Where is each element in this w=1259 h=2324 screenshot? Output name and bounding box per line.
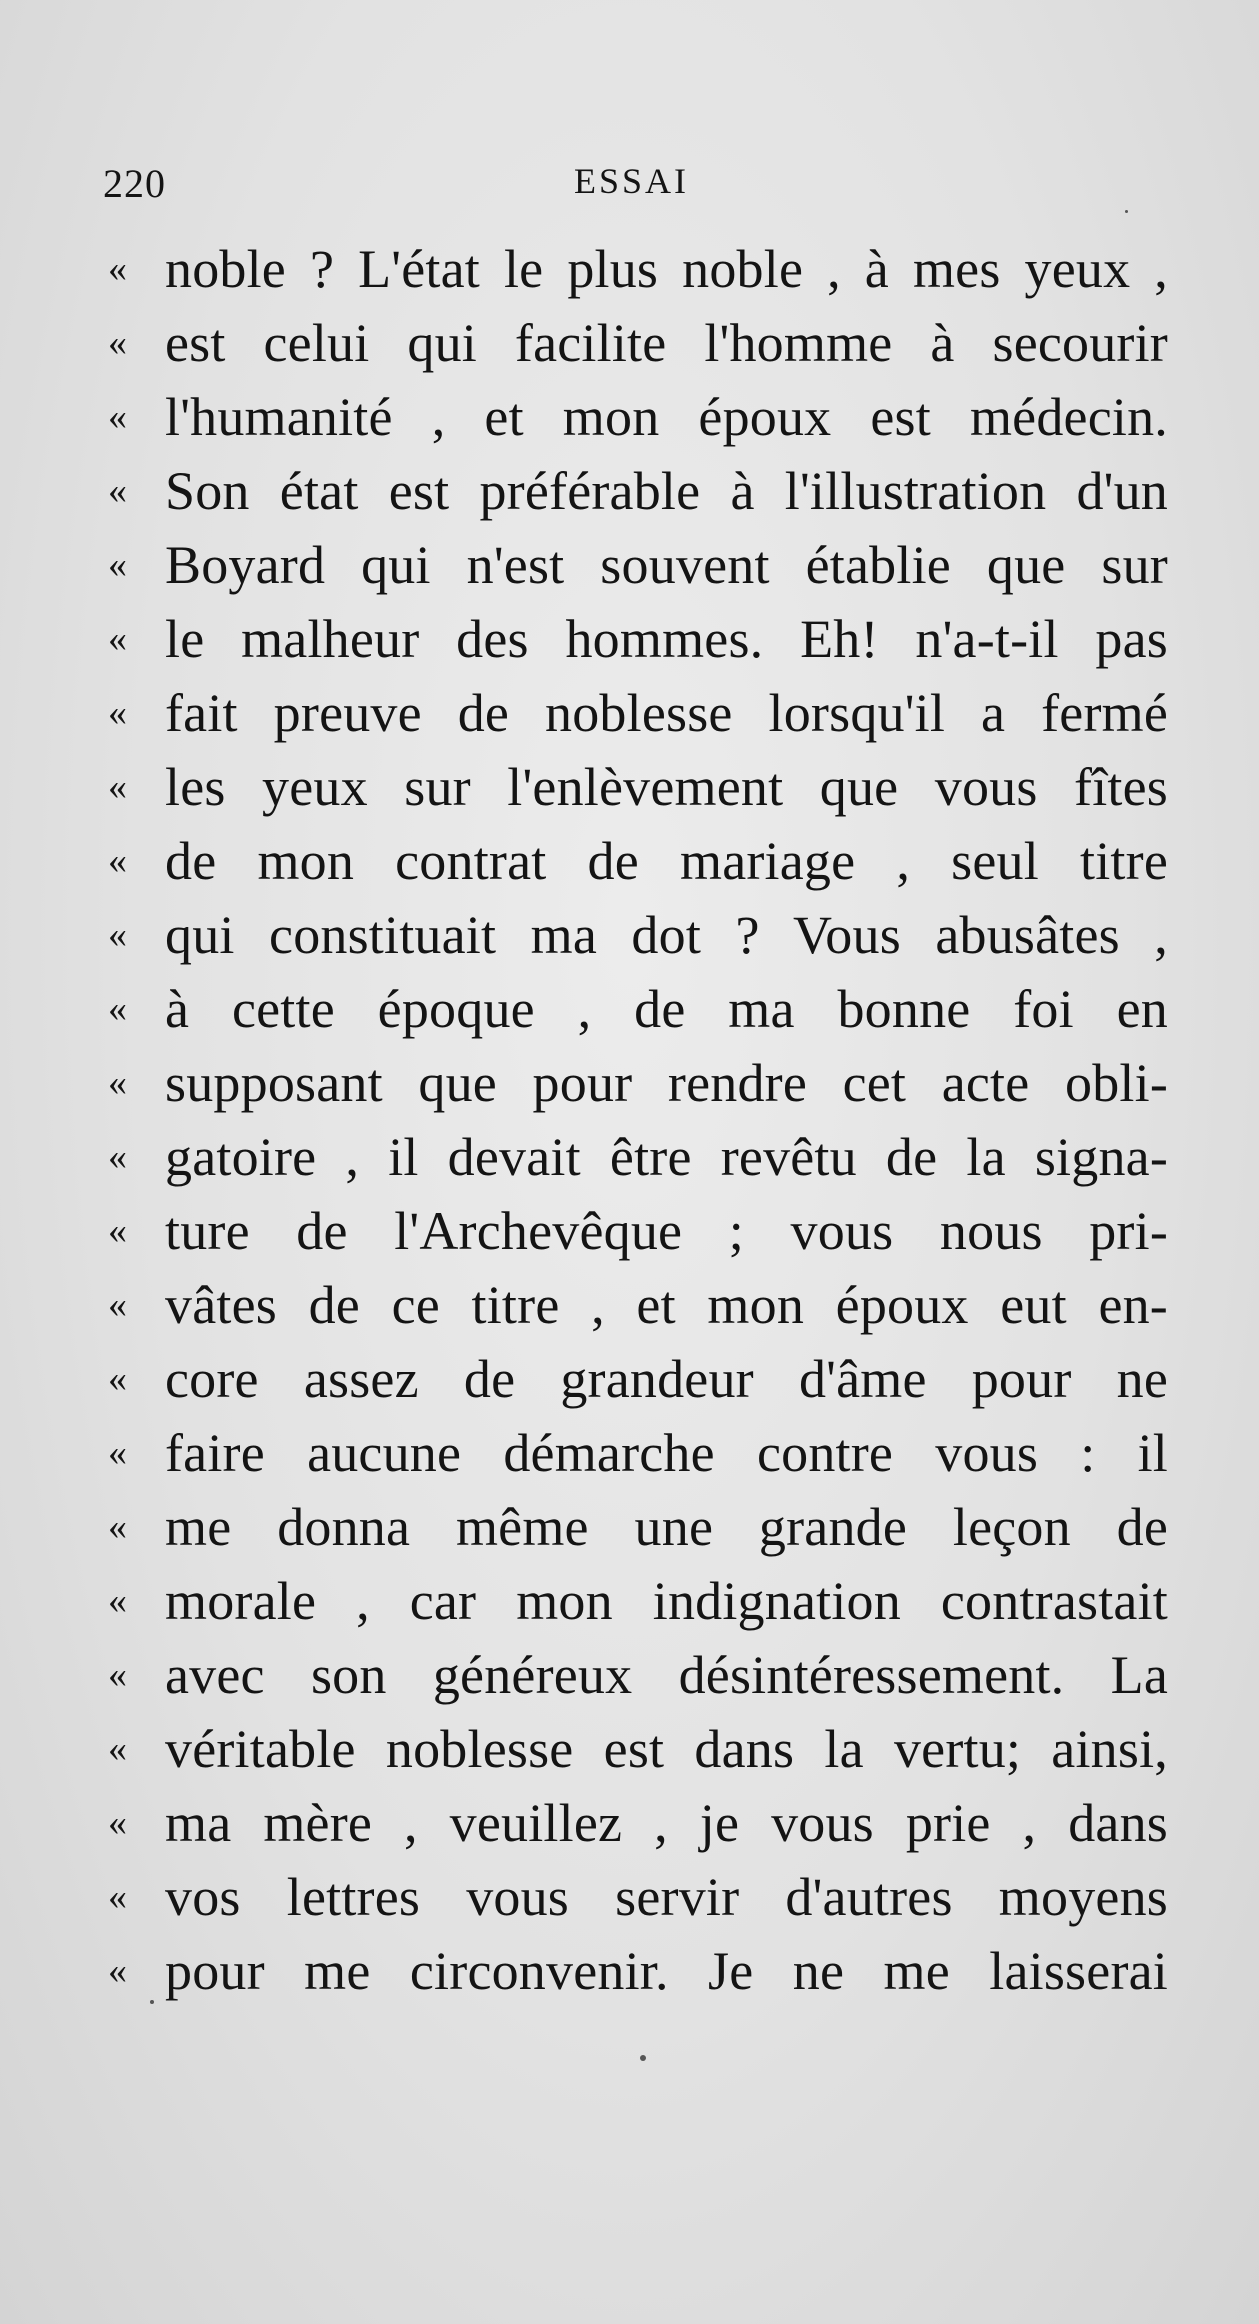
quote-mark: «: [108, 1284, 127, 1326]
text-line: [108, 676, 1168, 750]
line-text: pour me circonvenir. Je ne me laisserai: [165, 1941, 1168, 2001]
line-text: l'humanité , et mon époux est médecin.: [165, 387, 1168, 447]
quote-mark: «: [108, 1802, 127, 1844]
line-text: avec son généreux désintéressement. La: [165, 1645, 1168, 1705]
paper-speck: [640, 2055, 646, 2061]
text-line: [108, 1638, 1168, 1712]
text-line: [108, 306, 1168, 380]
line-text: ma mère , veuillez , je vous prie , dans: [165, 1793, 1168, 1853]
body-text: [108, 232, 1168, 2008]
text-line: [108, 1342, 1168, 1416]
quote-mark: «: [108, 1506, 127, 1548]
text-line: [108, 1268, 1168, 1342]
line-text: gatoire , il devait être revêtu de la signa-: [165, 1127, 1168, 1187]
quote-mark: «: [108, 1876, 127, 1918]
text-line: [108, 1712, 1168, 1786]
line-text: noble ? L'état le plus noble , à mes yeux ,: [165, 239, 1168, 299]
text-line: [108, 232, 1168, 306]
line-text: faire aucune démarche contre vous : il: [165, 1423, 1168, 1483]
line-text: supposant que pour rendre cet acte obli-: [165, 1053, 1168, 1113]
line-text: core assez de grandeur d'âme pour ne: [165, 1349, 1168, 1409]
quote-mark: «: [108, 1654, 127, 1696]
text-line: [108, 824, 1168, 898]
text-line: [108, 602, 1168, 676]
line-text: les yeux sur l'enlèvement que vous fîtes: [165, 757, 1168, 817]
text-line: [108, 1120, 1168, 1194]
quote-mark: «: [108, 544, 127, 586]
line-text: vos lettres vous servir d'autres moyens: [165, 1867, 1168, 1927]
text-line: [108, 380, 1168, 454]
text-line: [108, 454, 1168, 528]
line-text: Son état est préférable à l'illustration d'un: [165, 461, 1168, 521]
quote-mark: «: [108, 988, 127, 1030]
quote-mark: «: [108, 1136, 127, 1178]
quote-mark: «: [108, 1210, 127, 1252]
quote-mark: «: [108, 322, 127, 364]
line-text: est celui qui facilite l'homme à secourir: [165, 313, 1168, 373]
quote-mark: «: [108, 470, 127, 512]
quote-mark: «: [108, 1580, 127, 1622]
paper-speck: [150, 2000, 154, 2004]
quote-mark: «: [108, 840, 127, 882]
quote-mark: «: [108, 618, 127, 660]
line-text: qui constituait ma dot ? Vous abusâtes ,: [165, 905, 1168, 965]
line-text: Boyard qui n'est souvent établie que sur: [165, 535, 1168, 595]
line-text: me donna même une grande leçon de: [165, 1497, 1168, 1557]
paper-speck: [1125, 210, 1128, 213]
line-text: morale , car mon indignation contrastait: [165, 1571, 1168, 1631]
text-line: [108, 1046, 1168, 1120]
text-line: [108, 1860, 1168, 1934]
quote-mark: «: [108, 1432, 127, 1474]
quote-mark: «: [108, 914, 127, 956]
line-text: vâtes de ce titre , et mon époux eut en-: [165, 1275, 1168, 1335]
text-line: [108, 1490, 1168, 1564]
text-line: [108, 1934, 1168, 2008]
text-line: [108, 1564, 1168, 1638]
quote-mark: «: [108, 396, 127, 438]
quote-mark: «: [108, 766, 127, 808]
line-text: ture de l'Archevêque ; vous nous pri-: [165, 1201, 1168, 1261]
quote-mark: «: [108, 1728, 127, 1770]
line-text: le malheur des hommes. Eh! n'a-t-il pas: [165, 609, 1168, 669]
text-line: [108, 528, 1168, 602]
text-line: [108, 750, 1168, 824]
quote-mark: «: [108, 692, 127, 734]
quote-mark: «: [108, 248, 127, 290]
running-head: ESSAI: [574, 161, 690, 201]
quote-mark: «: [108, 1950, 127, 1992]
text-line: [108, 972, 1168, 1046]
quote-mark: «: [108, 1062, 127, 1104]
page-number: 220: [103, 161, 166, 206]
line-text: fait preuve de noblesse lorsqu'il a fermé: [165, 683, 1168, 743]
text-line: [108, 1416, 1168, 1490]
line-text: de mon contrat de mariage , seul titre: [165, 831, 1168, 891]
text-line: [108, 898, 1168, 972]
text-line: [108, 1194, 1168, 1268]
quote-mark: «: [108, 1358, 127, 1400]
line-text: à cette époque , de ma bonne foi en: [165, 979, 1168, 1039]
line-text: véritable noblesse est dans la vertu; ainsi,: [165, 1719, 1168, 1779]
text-line: [108, 1786, 1168, 1860]
page-header: [0, 150, 1259, 210]
